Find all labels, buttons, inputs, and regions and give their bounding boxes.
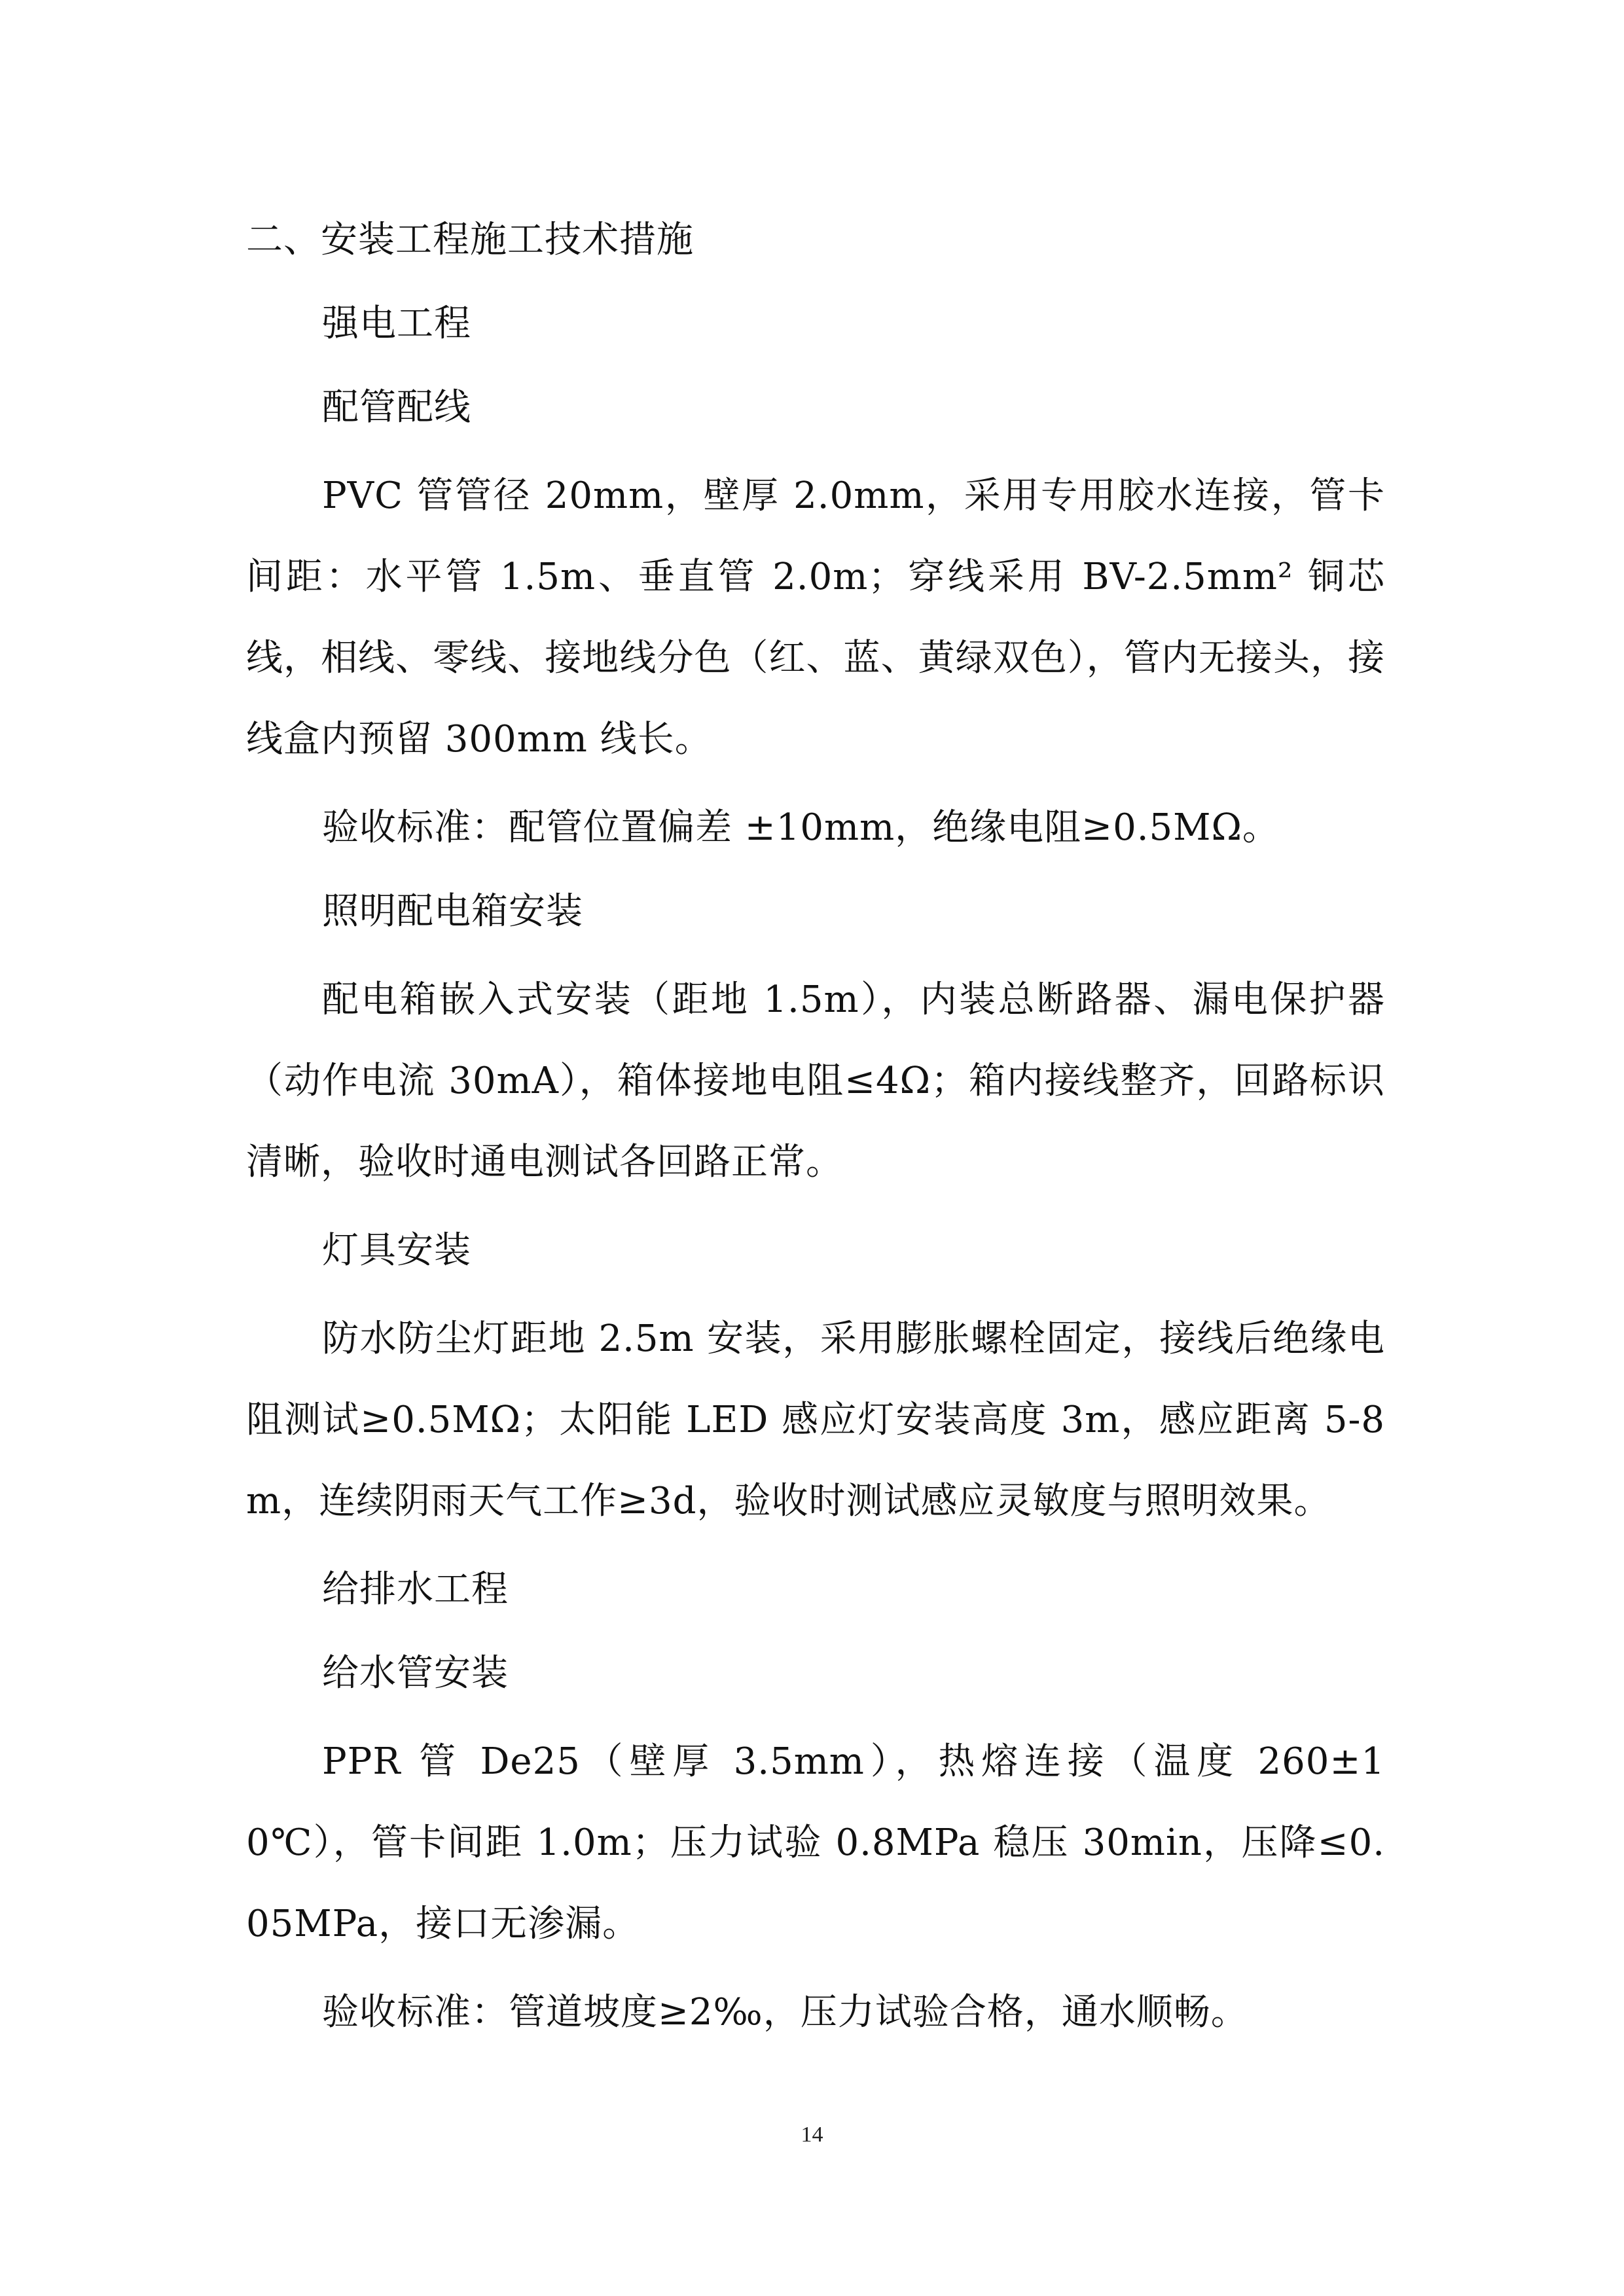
section-title: 二、安装工程施工技术措施 xyxy=(246,219,694,261)
heading-distribution-box: 照明配电箱安装 xyxy=(322,890,583,933)
heading-lighting-installation: 灯具安装 xyxy=(322,1229,471,1272)
heading-conduit-wiring: 配管配线 xyxy=(322,386,471,429)
paragraph-supply-pipe: PPR 管 De25（壁厚 3.5mm），热熔连接（温度 260±10℃），管卡间距 1.0m；压力试验 0.8MPa 稳压 30min，压降≤0.05MPa，接口无渗漏。 xyxy=(246,1740,1385,1945)
page-number: 14 xyxy=(801,2123,823,2147)
paragraph-supply-pipe-acceptance: 验收标准：管道坡度≥2‰，压力试验合格，通水顺畅。 xyxy=(322,1991,1248,2034)
heading-supply-pipe: 给水管安装 xyxy=(322,1652,509,1695)
page-content xyxy=(246,204,1385,2049)
heading-water-supply-drainage: 给排水工程 xyxy=(322,1568,509,1611)
paragraph-distribution-box: 配电箱嵌入式安装（距地 1.5m），内装总断路器、漏电保护器（动作电流 30mA），箱体接地电阻≤4Ω；箱内接线整齐，回路标识清晰，验收时通电测试各回路正常。 xyxy=(246,978,1385,1183)
paragraph-conduit-wiring: PVC 管管径 20mm，壁厚 2.0mm，采用专用胶水连接，管卡间距：水平管 1.5m、垂直管 2.0m；穿线采用 BV-2.5mm² 铜芯线，相线、零线、接地线分色（红、蓝、黄绿双色），管内无接头，接线盒内预留 300mm 线长。 xyxy=(246,475,1385,761)
heading-strong-electric: 强电工程 xyxy=(322,302,471,345)
paragraph-conduit-acceptance: 验收标准：配管位置偏差 ±10mm，绝缘电阻≥0.5MΩ。 xyxy=(322,806,1280,849)
paragraph-lighting-installation: 防水防尘灯距地 2.5m 安装，采用膨胀螺栓固定，接线后绝缘电阻测试≥0.5MΩ；太阳能 LED 感应灯安装高度 3m，感应距离 5-8m，连续阴雨天气工作≥3d，验收时测试感应灵敏度与照明效果。 xyxy=(246,1318,1385,1522)
